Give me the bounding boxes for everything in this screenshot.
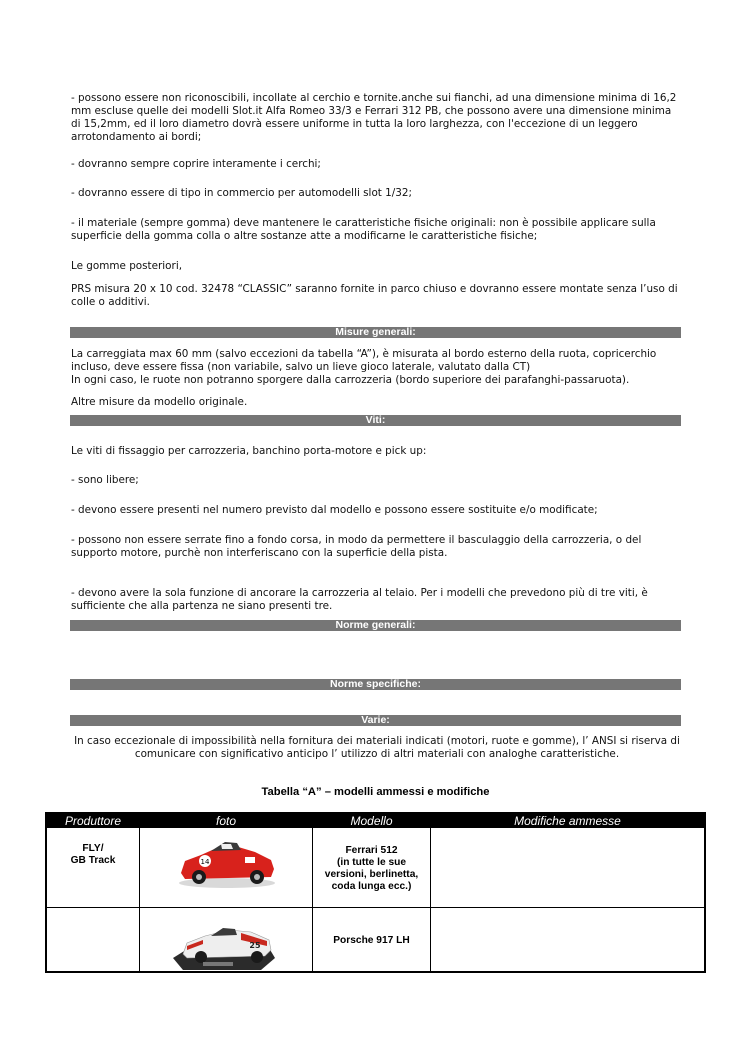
section-bar-varie: Varie:: [70, 715, 681, 726]
section-bar-norme-generali: Norme generali:: [70, 620, 681, 631]
cell-modello: Porsche 917 LH: [333, 935, 410, 946]
modello-line: versioni, berlinetta,: [324, 869, 419, 880]
paragraph-exceptional-cases: In caso eccezionale di impossibilità nella fornitura dei materiali indicati (motori, ruote e gomme), l’ ANSI si riserva di comunicare con significativo anticipo l’ utilizzo di altri materiali con analoghe caratteristiche.: [74, 735, 680, 761]
paragraph-track-width: La carreggiata max 60 mm (salvo eccezioni da tabella “A”), è misurata al bordo esterno della ruota, copricerchio incluso, deve essere fissa (non variabile, salvo un lieve gioco laterale, valutato dalla CT): [71, 348, 657, 374]
produttore-line: FLY/: [82, 843, 104, 854]
header-foto: foto: [215, 814, 236, 828]
section-bar-misure-generali: Misure generali:: [70, 327, 681, 338]
paragraph-screws-tightening: - possono non essere serrate fino a fondo corsa, in modo da permettere il basculaggio della carrozzeria, o del supporto motore, purchè non interferiscano con la superficie della pista.: [71, 534, 642, 560]
models-table: [45, 812, 706, 973]
column-divider: [139, 828, 140, 971]
ferrari-512-car-photo: [175, 835, 279, 891]
produttore-line: GB Track: [70, 855, 116, 866]
header-modello: Modello: [350, 814, 393, 828]
header-produttore: Produttore: [64, 814, 122, 828]
paragraph-screws-number: - devono essere presenti nel numero previsto dal modello e possono essere sostituite e/o modificate;: [71, 504, 598, 516]
paragraph-commercial-type: - dovranno essere di tipo in commercio per automodelli slot 1/32;: [71, 187, 413, 199]
header-modifiche: Modifiche ammesse: [514, 814, 621, 828]
paragraph-rear-tyres: Le gomme posteriori,: [71, 260, 183, 272]
paragraph-cover-rims: - dovranno sempre coprire interamente i cerchi;: [71, 158, 321, 170]
column-divider: [430, 828, 431, 971]
modello-line: (in tutte le sue: [336, 857, 407, 868]
table-title: Tabella “A” – modelli ammessi e modifiche: [261, 786, 490, 798]
modello-line: Ferrari 512: [345, 845, 398, 856]
cell-modello: [313, 845, 430, 893]
modello-line: coda lunga ecc.): [331, 881, 412, 892]
paragraph-wheels-bodywork: In ogni caso, le ruote non potranno sporgere dalla carrozzeria (bordo superiore dei parafanghi-passaruota).: [71, 374, 630, 386]
paragraph-screws-free: - sono libere;: [71, 474, 139, 486]
section-bar-norme-specifiche: Norme specifiche:: [70, 679, 681, 690]
paragraph-rubber-material: - il materiale (sempre gomma) deve mantenere le caratteristiche fisiche originali: non è possibile applicare sulla superficie della gomma colla o altre sostanze atte a modificarne le caratteristiche fisiche;: [71, 217, 656, 243]
paragraph-screws-intro: Le viti di fissaggio per carrozzeria, banchino porta-motore e pick up:: [71, 445, 427, 457]
section-bar-viti: Viti:: [70, 415, 681, 426]
paragraph-screws-function: - devono avere la sola funzione di ancorare la carrozzeria al telaio. Per i modelli che prevedono più di tre viti, è sufficiente che alla partenza ne siano presenti tre.: [71, 587, 648, 613]
paragraph-prs-tyres: PRS misura 20 x 10 cod. 32478 “CLASSIC” saranno fornite in parco chiuso e dovranno essere montate senza l’uso di colle o additivi.: [71, 283, 678, 309]
porsche-917-lh-car-photo: [169, 918, 279, 972]
paragraph-other-measures: Altre misure da modello originale.: [71, 396, 248, 408]
paragraph-tyre-dimensions: - possono essere non riconoscibili, incollate al cerchio e tornite.anche sui fianchi, ad una dimensione minima di 16,2 mm escluse quelle dei modelli Slot.it Alfa Romeo 33/3 e Ferrari 312 PB, che possono avere una dimensione minima di 15,2mm, ed il loro diametro dovrà essere uniforme in tutta la loro larghezza, con l'eccezione di un leggero arrotondamento ai bordi;: [71, 92, 677, 144]
cell-produttore: [47, 843, 139, 867]
row-divider: [47, 907, 704, 908]
svg-text:14: 14: [200, 858, 210, 866]
table-header-row: [47, 814, 704, 828]
car-number: 25: [249, 941, 261, 950]
